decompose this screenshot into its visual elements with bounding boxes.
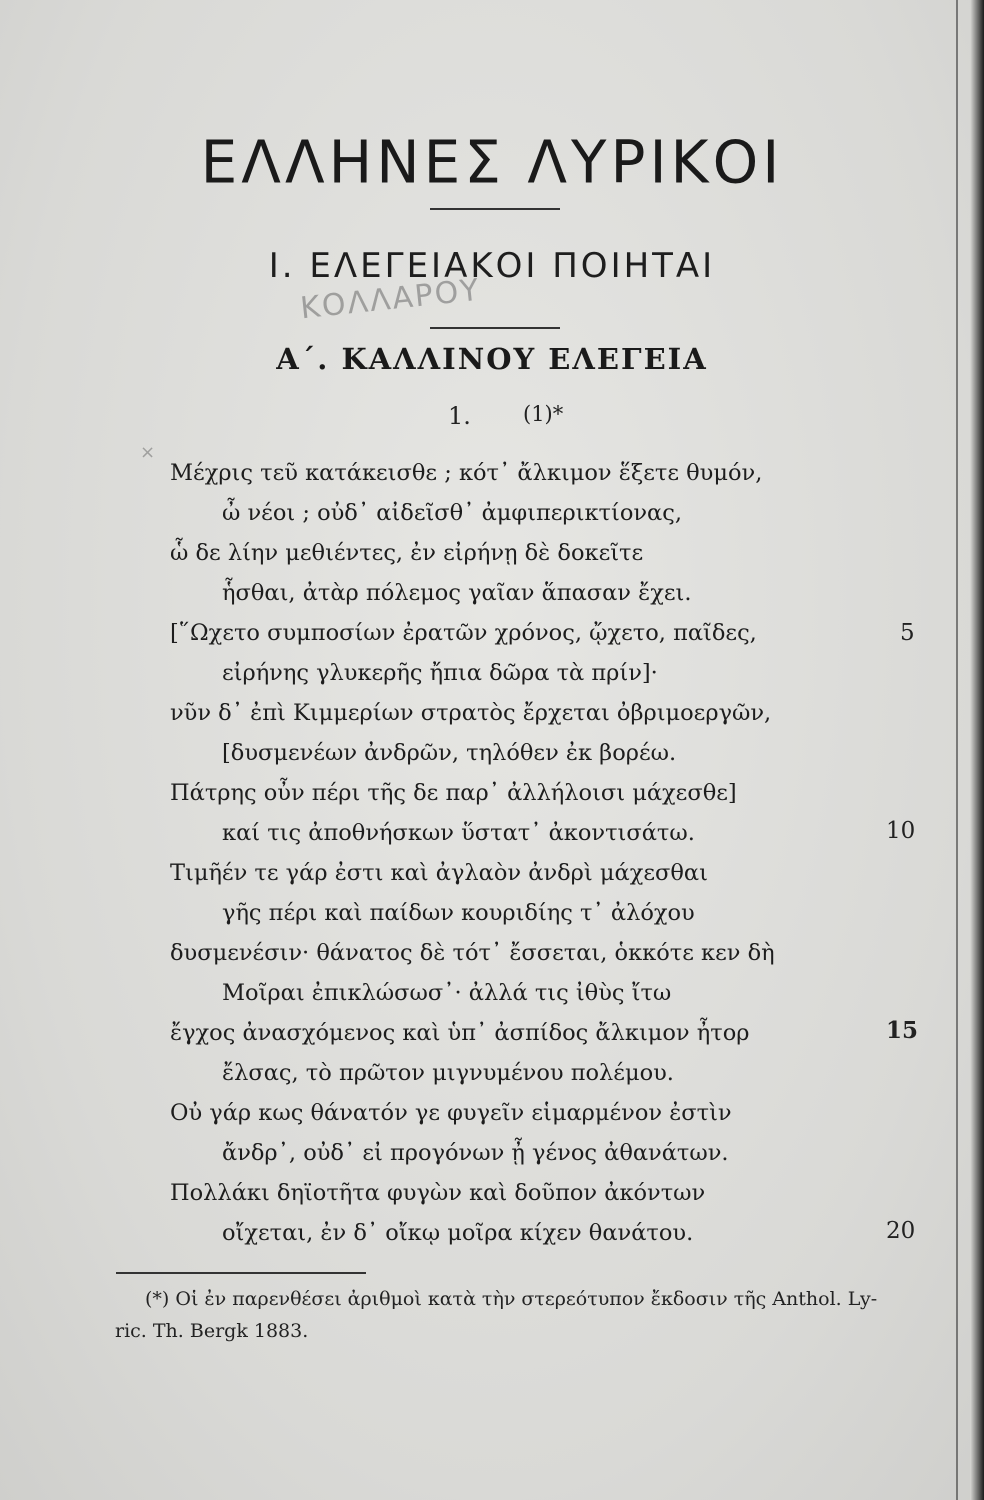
main-title: ΕΛΛΗΝΕΣ ΛΥΡΙΚΟΙ: [200, 127, 784, 197]
line-number-20: 20: [886, 1218, 916, 1244]
stray-mark: ×: [140, 442, 156, 463]
verse-line-17: Οὐ γάρ κως θάνατόν γε φυγεῖν εἱμαρμένον ἐστὶν: [170, 1100, 732, 1126]
verse-line-11: Τιμῆέν τε γάρ ἐστι καὶ ἀγλαὸν ἀνδρὶ μάχεσθαι: [170, 860, 708, 886]
verse-line-13: δυσμενέσιν· θάνατος δὲ τότ᾽ ἔσσεται, ὁκκότε κεν δὴ: [170, 940, 775, 966]
verse-line-5: [῞Ωχετο συμποσίων ἐρατῶν χρόνος, ᾤχετο, παῖδες,: [170, 620, 757, 646]
footnote-rule: [116, 1272, 366, 1274]
verse-line-12: γῆς πέρι καὶ παίδων κουριδίης τ᾽ ἀλόχου: [222, 900, 695, 926]
line-number-15: 15: [886, 1017, 919, 1044]
subsection-title: Α΄. ΚΑΛΛΙΝΟΥ ΕΛΕΓΕΙΑ: [276, 342, 708, 376]
verse-line-1: Μέχρις τεῦ κατάκεισθε ; κότ᾽ ἄλκιμον ἕξετε θυμόν,: [170, 460, 763, 486]
verse-line-19: Πολλάκι δηϊοτῆτα φυγὼν καὶ δοῦπον ἀκόντων: [170, 1180, 706, 1206]
footnote: [115, 1283, 915, 1347]
verse-line-4: ἧσθαι, ἀτὰρ πόλεμος γαῖαν ἅπασαν ἔχει.: [222, 580, 692, 606]
section-title: I. ΕΛΕΓΕΙΑΚΟΙ ΠΟΙΗΤΑΙ: [268, 246, 716, 286]
poem-reference: (1)*: [523, 402, 564, 426]
verse-line-14: Μοῖραι ἐπικλώσωσ᾽· ἀλλά τις ἰθὺς ἴτω: [222, 980, 672, 1006]
footnote-line-1: (*) Οἱ ἐν παρενθέσει ἀριθμοὶ κατὰ τὴν στερεότυπον ἔκδοσιν τῆς Anthol. Ly-: [145, 1288, 878, 1310]
page-edge-line: [956, 0, 958, 1500]
line-number-10: 10: [886, 818, 916, 844]
section-rule: [430, 327, 560, 329]
verse-line-20: οἴχεται, ἐν δ᾽ οἴκῳ μοῖρα κίχεν θανάτου.: [222, 1220, 694, 1246]
verse-line-15: ἔγχος ἀνασχόμενος καὶ ὑπ᾽ ἀσπίδος ἄλκιμον ἦτορ: [170, 1020, 750, 1046]
verse-line-3: ὧ δε λίην μεθιέντες, ἐν εἰρήνῃ δὲ δοκεῖτε: [170, 540, 644, 566]
verse-line-10: καί τις ἀποθνήσκων ὕστατ᾽ ἀκοντισάτω.: [222, 820, 695, 846]
poem-number: 1.: [448, 402, 471, 430]
library-stamp: ΚΟΛΛΑΡΟΥ: [298, 272, 483, 327]
footnote-line-2: ric. Th. Bergk 1883.: [115, 1320, 309, 1342]
verse-line-7: νῦν δ᾽ ἐπὶ Κιμμερίων στρατὸς ἔρχεται ὀβριμοεργῶν,: [170, 700, 772, 726]
verse-line-16: ἔλσας, τὸ πρῶτον μιγνυμένου πολέμου.: [222, 1060, 674, 1086]
verse-line-2: ὦ νέοι ; οὐδ᾽ αἰδεῖσθ᾽ ἀμφιπερικτίονας,: [222, 500, 682, 526]
verse-line-18: ἄνδρ᾽, οὐδ᾽ εἰ προγόνων ᾖ γένος ἀθανάτων.: [222, 1140, 729, 1166]
title-rule: [430, 208, 560, 210]
verse-line-8: [δυσμενέων ἀνδρῶν, τηλόθεν ἐκ βορέω.: [222, 740, 677, 766]
verse-line-9: Πάτρης οὖν πέρι τῆς δε παρ᾽ ἀλλήλοισι μάχεσθε]: [170, 780, 737, 806]
page-edge-shadow: [970, 0, 984, 1500]
verse-line-6: εἰρήνης γλυκερῆς ἤπια δῶρα τὰ πρίν]·: [222, 660, 658, 686]
line-number-5: 5: [900, 620, 915, 646]
